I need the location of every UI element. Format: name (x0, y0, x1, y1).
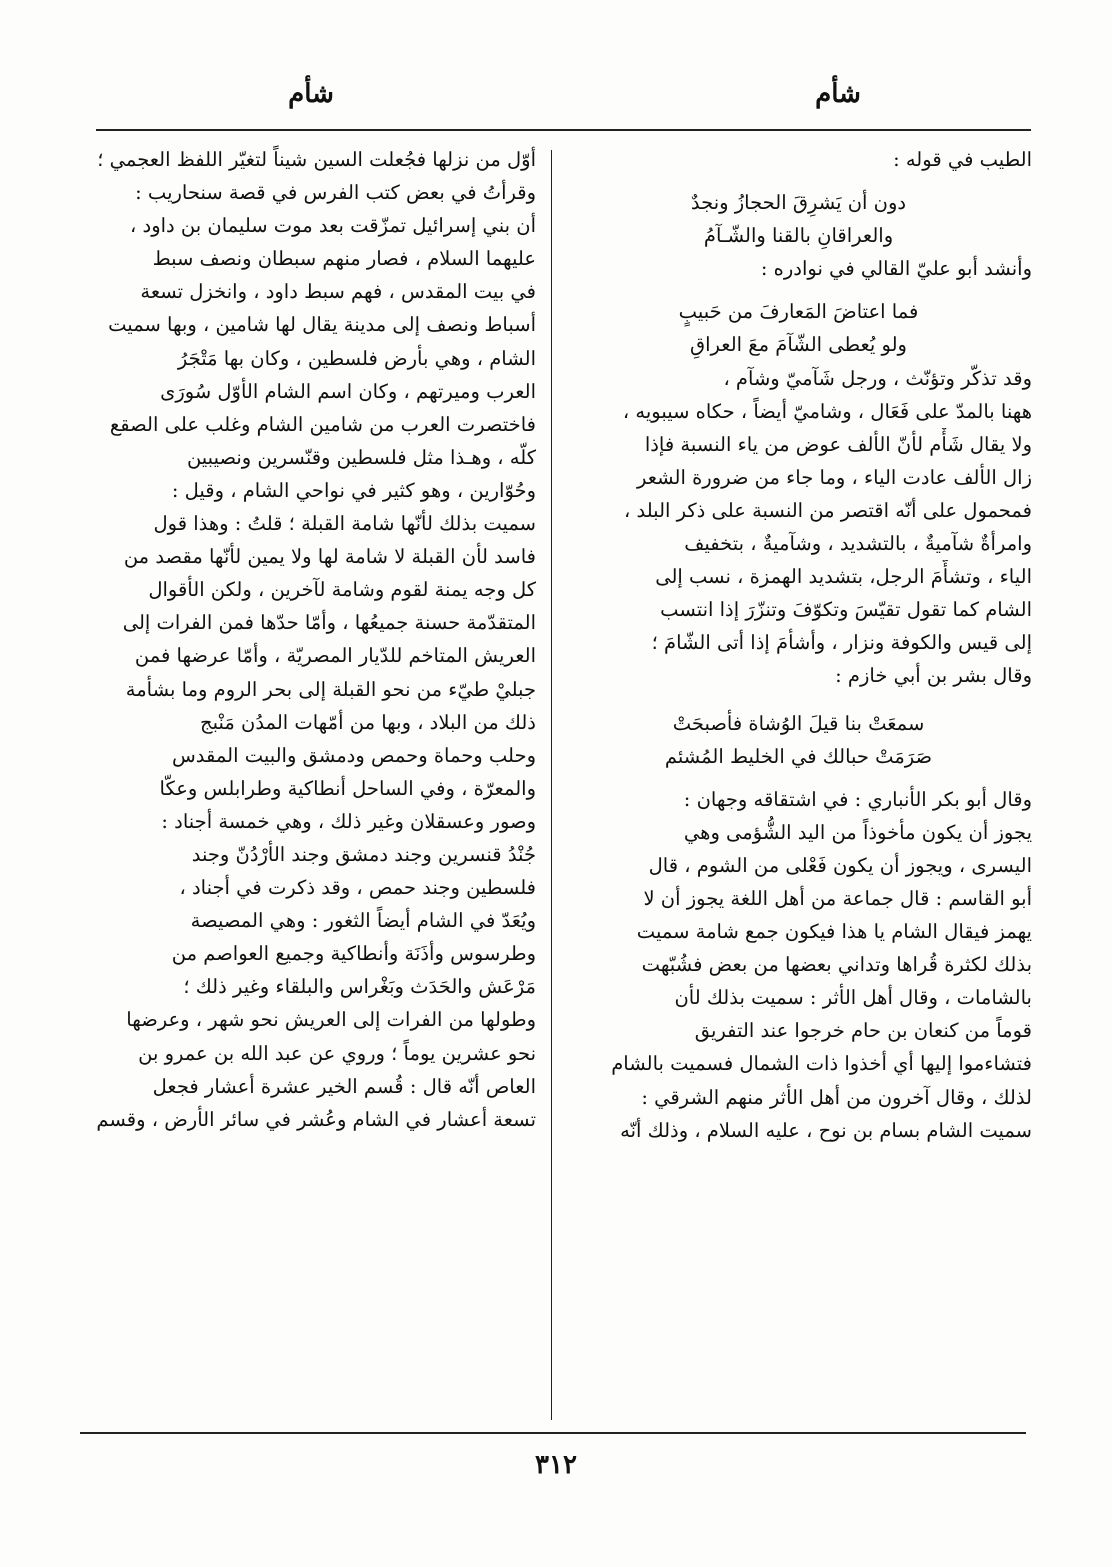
text-line: فتشاءموا إليها أي أخذوا ذات الشمال فسميت بالشام (611, 1052, 1032, 1076)
text-line: العرب وميرتهم ، وكان اسم الشام الأوّل سُورَى (160, 379, 536, 403)
text-line: تسعة أعشار في الشام وعُشر في سائر الأرض ، وقسم (96, 1107, 536, 1131)
left-column (96, 143, 536, 1136)
text-line: ولا يقال شَأْم لأنّ الألف عوض من ياء النسبة فإذا (644, 432, 1032, 456)
page-number: ٣١٢ (535, 1450, 577, 1480)
text-line: أبو القاسم : قال جماعة من أهل اللغة يجوز أن لا (643, 886, 1032, 910)
text-line: الياء ، وتشأّمَ الرجل، بتشديد الهمزة ، نسب إلى (655, 565, 1032, 589)
text-line: يجوز أن يكون مأخوذاً من اليد الشُّؤمى وهي (683, 820, 1032, 844)
text-line: بالشامات ، وقال أهل الأثر : سميت بذلك لأن (674, 986, 1032, 1010)
text-line: زال الألف عادت الياء ، وما جاء من ضرورة الشعر (636, 465, 1032, 489)
page-header-left-title: شأم (288, 79, 334, 109)
text-line: ذلك من البلاد ، وبها من أمّهات المدُن مَنْبج (200, 710, 536, 734)
text-line: جُنْدُ قنسرين وجند دمشق وجند الأرْدُنّ وجند (191, 842, 536, 866)
text-line: نحو عشرين يوماً ؛ وروي عن عبد الله بن عمرو بن (138, 1041, 536, 1065)
verse-line: سمعَتْ بنا قيلَ الوُشاة فأصبحَتْ (672, 711, 925, 735)
verse-line: صَرَمَتْ حبالك في الخليط المُشئم (664, 744, 933, 768)
verse-line: دون أن يَشرِقَ الحجازُ ونجدٌ (690, 191, 907, 215)
text-line: فاختصرت العرب من شامين الشام وغلب على الصقع (109, 412, 536, 436)
text-line: بذلك لكثرة قُراها وتداني بعضها من بعض فشُبّهت (641, 953, 1032, 977)
column-divider (551, 150, 552, 1420)
text-line: وقد تذكّر وتؤنّث ، ورجل شَآميّ وشآم ، (723, 366, 1032, 390)
text-line: فمحمول على أنّه اقتصر من النسبة على ذكر البلد ، (624, 498, 1032, 522)
text-line: مَرْعَش والحَدَث وبَغْراس والبلقاء وغير ذلك ؛ (183, 975, 536, 999)
text-line: يهمز فيقال الشام يا هذا فيكون جمع شامة سميت (636, 920, 1032, 944)
text-line: ههنا بالمدّ على فَعَال ، وشاميّ أيضاً ، حكاه سيبويه ، (622, 399, 1032, 423)
text-line: أسباط ونصف إلى مدينة يقال لها شامين ، وبها سميت (108, 313, 536, 337)
text-line: المتقدّمة حسنة جميعُها ، وأمّا حدّها فمن الفرات إلى (122, 611, 536, 635)
text-line: كل وجه يمنة لقوم وشامة لآخرين ، ولكن الأقوال (148, 578, 536, 602)
text-line: وصور وعسقلان وغير ذلك ، وهي خمسة أجناد : (161, 809, 536, 833)
text-line: وقال بشر بن أبي خازم : (835, 664, 1032, 688)
text-line: الطيب في قوله : (893, 148, 1032, 171)
text-line: والمعرّة ، وفي الساحل أنطاكية وطرابلس وعكّا (159, 776, 536, 800)
verse-line: فما اعتاضَ المَعارفَ من حَبيبٍ (678, 300, 919, 324)
text-line: أوّل من نزلها فجُعلت السين شيناً لتغيّر اللفظ العجمي ؛ (97, 148, 536, 171)
verse-line: ولو يُعطى الشّآمَ معَ العراقِ (690, 333, 907, 357)
text-line: إلى قيس والكوفة ونزار ، وأشأمَ إذا أتى الشّامَ ؛ (651, 631, 1032, 655)
text-line: العاص أنّه قال : قُسم الخير عشرة أعشار فجعل (152, 1074, 536, 1098)
text-line: في بيت المقدس ، فهم سبط داود ، وانخزل تسعة (140, 280, 536, 304)
footer-divider (80, 1432, 1026, 1434)
text-line: وحلب وحماة وحمص ودمشق والبيت المقدس (171, 743, 536, 767)
text-line: وامرأةٌ شآميةٌ ، بالتشديد ، وشآميةٌ ، بتخفيف (684, 532, 1032, 556)
text-line: قوماً من كنعان بن حام خرجوا عند التفريق (694, 1019, 1032, 1043)
text-line: اليسرى ، ويجوز أن يكون فَعْلى من الشوم ، قال (648, 853, 1032, 877)
text-line: لذلك ، وقال آخرون من أهل الأثر منهم الشرقي : (641, 1085, 1032, 1109)
text-line: عليهما السلام ، فصار منهم سبطان ونصف سبط (152, 247, 536, 271)
text-line: أن بني إسرائيل تمزّقت بعد موت سليمان بن داود ، (130, 214, 536, 238)
text-line: وطولها من الفرات إلى العريش نحو شهر ، وعرضها (126, 1008, 536, 1032)
verse-line: والعراقانِ بالقنا والشّـآمُ (703, 224, 894, 248)
right-column (565, 143, 1032, 1147)
text-line: وقال أبو بكر الأنباري : في اشتقاقه وجهان : (683, 787, 1032, 811)
text-line: الشام ، وهي بأرض فلسطين ، وكان بها مَتْجَرُ (177, 346, 536, 370)
text-line: فاسد لأن القبلة لا شامة لها ولا يمين لأنّها مقصد من (123, 545, 536, 569)
text-line: وأنشد أبو عليّ القالي في نوادره : (760, 257, 1032, 281)
text-line: ويُعَدّ في الشام أيضاً الثغور : وهي المصيصة (190, 909, 536, 933)
text-line: سميت الشام بسام بن نوح ، عليه السلام ، وذلك أنّه (620, 1118, 1032, 1142)
text-line: العريش المتاخم للدّيار المصريّة ، وأمّا عرضها فمن (134, 644, 536, 668)
text-line: وقرأتُ في بعض كتب الفرس في قصة سنحاريب : (135, 181, 536, 205)
text-line: وطرسوس وأذَنَة وأنطاكية وجميع العواصم من (171, 942, 536, 966)
text-line: الشام كما تقول تقيّسَ وتكوّفَ وتنزّرَ إذا انتسب (660, 598, 1032, 622)
page-header-right-title: شأم (815, 79, 861, 109)
text-line: فلسطين وجند حمص ، وقد ذكرت في أجناد ، (179, 876, 536, 900)
header-divider (96, 129, 1031, 131)
text-line: كلّه ، وهـذا مثل فلسطين وقنّسرين ونصيبين (186, 445, 536, 469)
text-line: جبليْ طيّء من نحو القبلة إلى بحر الروم وما بشأمة (125, 677, 536, 701)
text-line: سميت بذلك لأنّها شامة القبلة ؛ قلتُ : وهذا قول (153, 512, 536, 536)
text-line: وحُوّارين ، وهو كثير في نواحي الشام ، وقيل : (171, 478, 536, 502)
